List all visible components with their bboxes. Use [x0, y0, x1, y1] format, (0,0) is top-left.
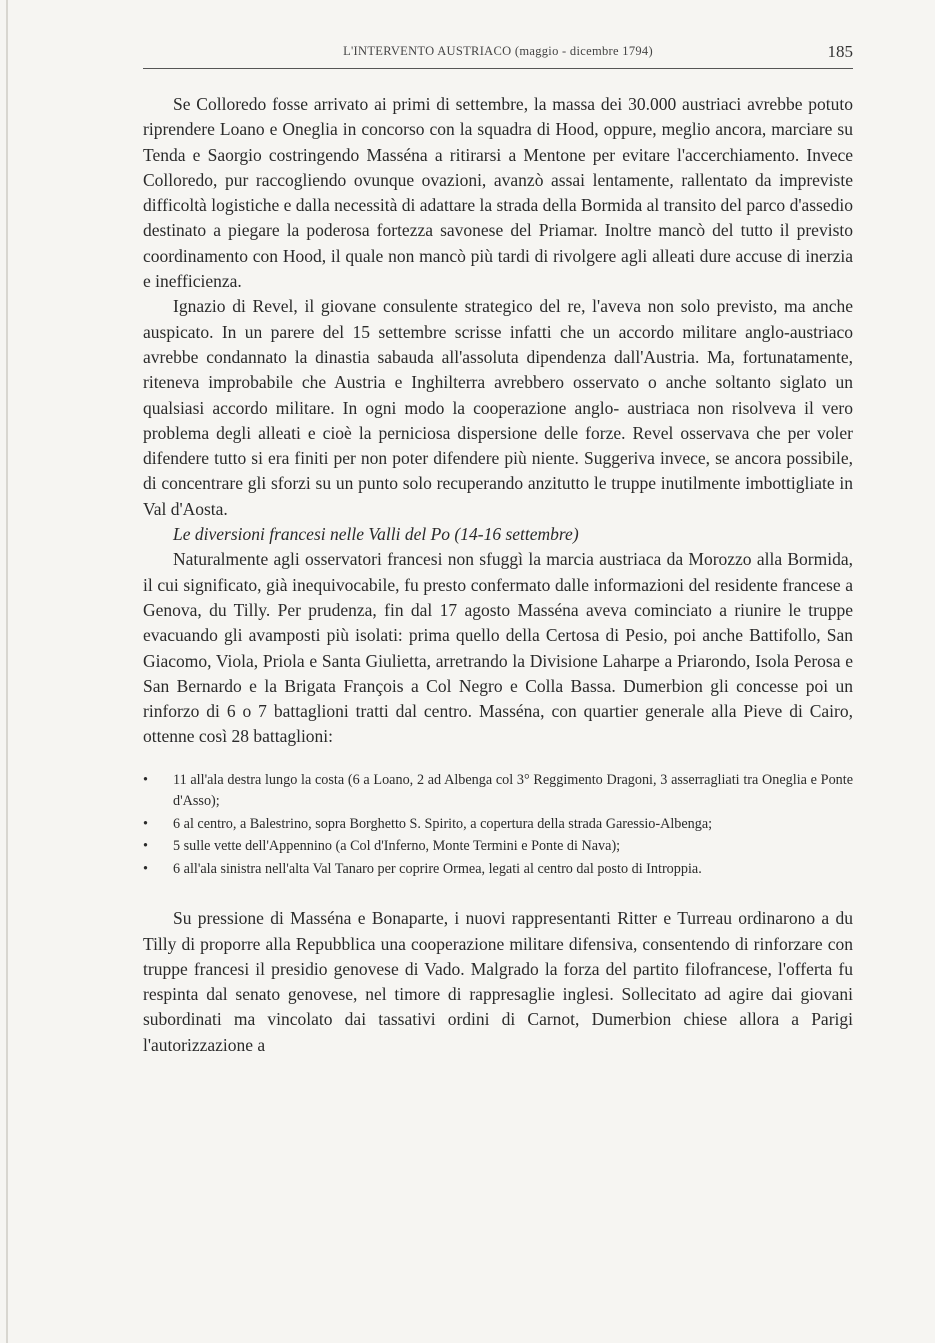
list-item	[143, 814, 853, 836]
list-item-text: 6 al centro, a Balestrino, sopra Borghetto S. Spirito, a copertura della strada Garessio-Albenga;	[173, 815, 713, 832]
paragraph-1: Se Colloredo fosse arrivato ai primi di settembre, la massa dei 30.000 austriaci avrebbe potuto riprendere Loano e Oneglia in concorso con la squadra di Hood, oppure, meglio ancora, marciare su Tenda e Saorgio costringendo Masséna a ritirarsi a Mentone per evitare l'accerchiamento. Invece Colloredo, pur raccogliendo ovunque ovazioni, avanzò assai lentamente, rallentato da impreviste difficoltà logistiche e dalla necessità di adattare la strada della Bormida al transito del parco d'assedio destinato a piegare la poderosa fortezza savonese del Priamar. Inoltre mancò del tutto il previsto coordinamento con Hood, il quale non mancò più tardi di rivolgere agli alleati dure accuse di inerzia e inefficienza.	[143, 94, 853, 292]
bullet-list	[143, 770, 853, 881]
bullet-icon: •	[143, 838, 148, 855]
section-paragraph: Naturalmente agli osservatori francesi non sfuggì la marcia austriaca da Morozzo alla Bormida, il cui significato, già inequivocabile, fu presto confermato dalle informazioni del residente francese a Genova, du Tilly. Per prudenza, fin dal 17 agosto Masséna aveva cominciato a riunire le truppe evacuando gli avamposti più isolati: prima quello della Certosa di Pesio, poi anche Battifollo, San Giacomo, Viola, Priola e Santa Giulietta, arretrando la Divisione Laharpe a Priarondo, Isola Perosa e San Bernardo e la Brigata François a Col Negro e Colla Bassa. Dumerbion gli concesse poi un rinforzo di 6 o 7 battaglioni tratti dal centro. Masséna, con quartier generale alla Pieve di Cairo, ottenne così 28 battaglioni:	[143, 549, 853, 747]
bullet-icon: •	[143, 771, 148, 788]
list-item	[143, 836, 853, 858]
bullet-icon: •	[143, 860, 148, 877]
list-item-text: 11 all'ala destra lungo la costa (6 a Loano, 2 ad Albenga col 3° Reggimento Dragoni, 3 asserragliati tra Oneglia e Ponte d'Asso);	[173, 771, 853, 810]
running-title: L'INTERVENTO AUSTRIACO (maggio - dicembre 1794)	[343, 44, 653, 58]
page-number: 185	[827, 42, 853, 61]
page-header	[143, 40, 853, 69]
list-item-text: 5 sulle vette dell'Appennino (a Col d'Inferno, Monte Termini e Ponte di Nava);	[173, 838, 621, 855]
closing-paragraph: Su pressione di Masséna e Bonaparte, i nuovi rappresentanti Ritter e Turreau ordinarono a du Tilly di proporre alla Repubblica una cooperazione militare difensiva, consentendo di rinforzare con truppe francesi il presidio genovese di Vado. Malgrado la forza del partito filofrancese, l'offerta fu respinta dal senato genovese, nel timore di rappresaglie inglesi. Sollecitato ad agire dai giovani subordinati ma vincolato dai tassativi ordini di Carnot, Dumerbion chiese allora a Parigi l'autorizzazione a	[143, 908, 853, 1055]
paragraph-2: Ignazio di Revel, il giovane consulente strategico del re, l'aveva non solo previsto, ma anche auspicato. In un parere del 15 settembre scrisse infatti che un accordo militare anglo-austriaco avrebbe condannato la dinastia sabauda all'assoluta dipendenza dall'Austria. Ma, fortunatamente, riteneva improbabile che Austria e Inghilterra avrebbero osservato o anche soltanto siglato un qualsiasi accordo militare. In ogni modo la cooperazione anglo- austriaca non risolveva il vero problema degli alleati e cioè la perniciosa dispersione delle forze. Revel osservava che per voler difendere tutto si era finiti per non poter difendere più niente. Suggeriva invece, se ancora possibile, di concentrare gli sforzi su un punto solo recuperando anzitutto le truppe inutilmente imbottigliate in Val d'Aosta.	[143, 296, 853, 519]
page-edge	[6, 0, 8, 1343]
list-item	[143, 859, 853, 881]
section-heading: Le diversioni francesi nelle Valli del Po (14-16 settembre)	[173, 524, 579, 545]
bullet-icon: •	[143, 815, 148, 832]
list-item	[143, 770, 853, 813]
page-body	[143, 92, 853, 1058]
list-item-text: 6 all'ala sinistra nell'alta Val Tanaro per coprire Ormea, legati al centro dal posto di Introppia.	[173, 860, 702, 877]
